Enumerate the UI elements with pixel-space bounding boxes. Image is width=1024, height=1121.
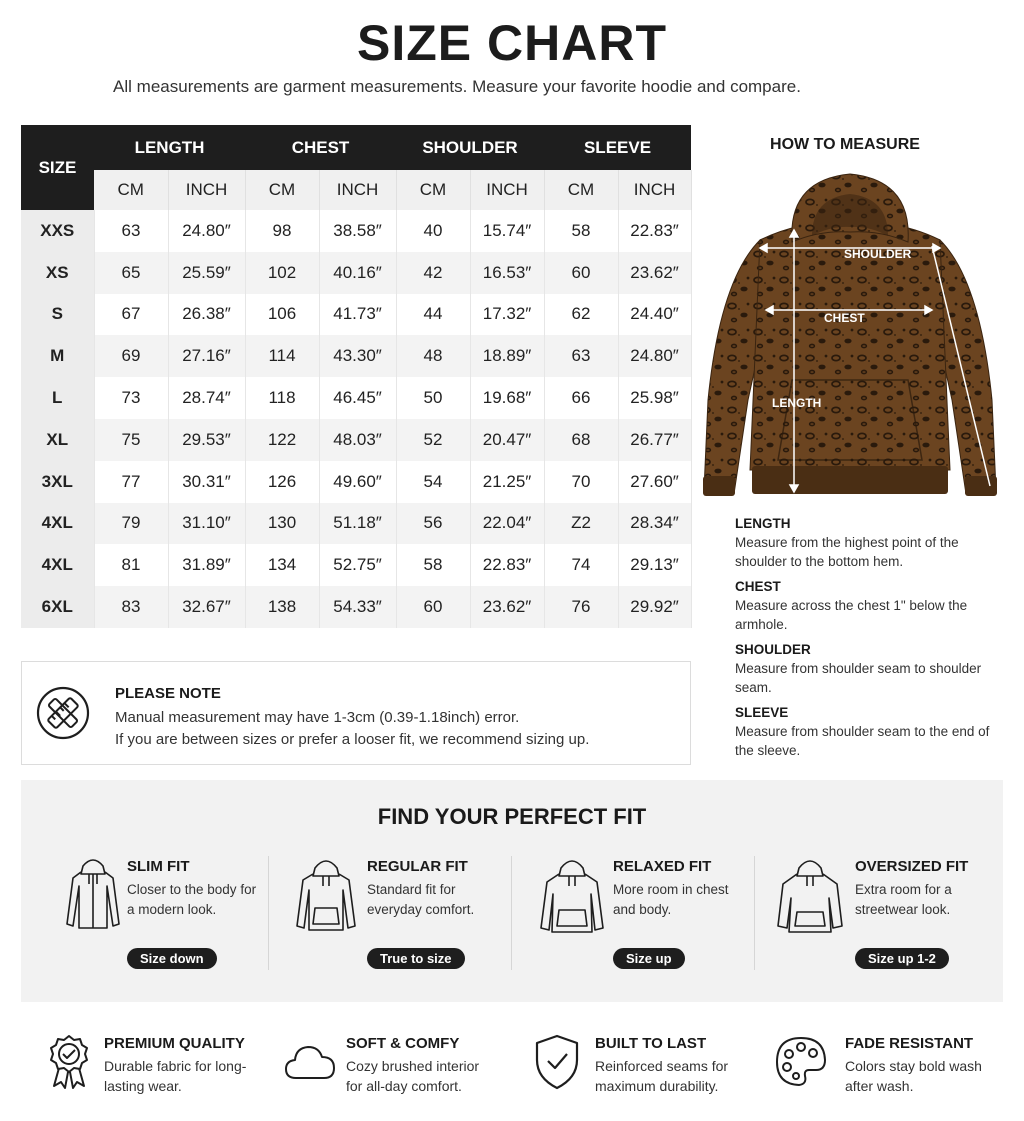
measure-instructions bbox=[735, 514, 995, 760]
table-cell: 74 bbox=[544, 544, 618, 586]
feature-premium-quality bbox=[46, 1034, 286, 1094]
fit-desc-relaxed: More room in chest and body. bbox=[613, 882, 729, 917]
table-cell: 18.89″ bbox=[470, 335, 544, 377]
table-cell: 24.80″ bbox=[618, 335, 691, 377]
table-cell: 102 bbox=[245, 252, 319, 294]
table-cell: 79 bbox=[94, 503, 168, 545]
hoodie-illustration bbox=[700, 170, 1000, 510]
size-cell: 3XL bbox=[21, 461, 94, 503]
table-cell: 41.73″ bbox=[319, 294, 396, 336]
table-cell: 22.04″ bbox=[470, 503, 544, 545]
palette-icon bbox=[774, 1034, 828, 1090]
table-cell: 63 bbox=[544, 335, 618, 377]
table-cell: 60 bbox=[396, 586, 470, 628]
table-cell: 54 bbox=[396, 461, 470, 503]
fit-name-slim: SLIM FIT bbox=[127, 858, 190, 875]
table-cell: 51.18″ bbox=[319, 503, 396, 545]
length-label: LENGTH bbox=[772, 396, 822, 410]
table-cell: 22.83″ bbox=[618, 210, 691, 252]
table-cell: 69 bbox=[94, 335, 168, 377]
award-badge-icon bbox=[46, 1034, 92, 1090]
table-row bbox=[21, 294, 691, 336]
table-cell: 17.32″ bbox=[470, 294, 544, 336]
table-cell: 76 bbox=[544, 586, 618, 628]
table-cell: 138 bbox=[245, 586, 319, 628]
shield-check-icon bbox=[533, 1034, 581, 1090]
unit-header: INCH bbox=[470, 170, 544, 210]
table-cell: 20.47″ bbox=[470, 419, 544, 461]
fit-desc-oversized: Extra room for a streetwear look. bbox=[855, 882, 952, 917]
unit-header: CM bbox=[396, 170, 470, 210]
feature-fade-resistant bbox=[774, 1034, 1014, 1094]
table-cell: 48 bbox=[396, 335, 470, 377]
fit-divider bbox=[754, 856, 755, 970]
unit-header: INCH bbox=[319, 170, 396, 210]
size-table bbox=[21, 125, 692, 628]
table-row bbox=[21, 377, 691, 419]
hoodie-measure-image bbox=[700, 170, 1000, 510]
table-cell: 30.31″ bbox=[168, 461, 245, 503]
size-table-body bbox=[21, 210, 691, 628]
sleeve-header: SLEEVE bbox=[544, 125, 691, 170]
sleeve-instruction-text: Measure from shoulder seam to the end of the sleeve. bbox=[735, 724, 990, 758]
table-cell: 126 bbox=[245, 461, 319, 503]
size-cell: 4XL bbox=[21, 544, 94, 586]
unit-header: CM bbox=[544, 170, 618, 210]
feature-desc-built: Reinforced seams for maximum durability. bbox=[595, 1058, 729, 1094]
table-cell: 26.77″ bbox=[618, 419, 691, 461]
oversized-hoodie-icon bbox=[777, 856, 843, 934]
fit-pill-size-down: Size down bbox=[127, 948, 217, 969]
table-cell: 50 bbox=[396, 377, 470, 419]
note-text-error: Manual measurement may have 1-3cm (0.39-1.18inch) error. bbox=[115, 709, 520, 726]
table-cell: 46.45″ bbox=[319, 377, 396, 419]
feature-desc-fade: Colors stay bold wash after wash. bbox=[845, 1058, 982, 1094]
fit-section-title: FIND YOUR PERFECT FIT bbox=[377, 804, 647, 829]
table-cell: 130 bbox=[245, 503, 319, 545]
page-subtitle: All measurements are garment measurements. Measure your favorite hoodie and compare. bbox=[113, 77, 801, 96]
table-cell: 77 bbox=[94, 461, 168, 503]
feature-title-fade: FADE RESISTANT bbox=[845, 1035, 974, 1052]
table-cell: 106 bbox=[245, 294, 319, 336]
unit-header: INCH bbox=[168, 170, 245, 210]
table-cell: 134 bbox=[245, 544, 319, 586]
table-cell: 65 bbox=[94, 252, 168, 294]
size-cell: XL bbox=[21, 419, 94, 461]
feature-title-premium: PREMIUM QUALITY bbox=[104, 1035, 245, 1052]
size-cell: L bbox=[21, 377, 94, 419]
size-cell: 4XL bbox=[21, 503, 94, 545]
table-cell: 63 bbox=[94, 210, 168, 252]
table-cell: 70 bbox=[544, 461, 618, 503]
table-cell: 28.74″ bbox=[168, 377, 245, 419]
unit-header-row bbox=[21, 170, 691, 210]
cloud-icon bbox=[284, 1034, 336, 1090]
shoulder-header: SHOULDER bbox=[396, 125, 544, 170]
table-row bbox=[21, 461, 691, 503]
fit-name-regular: REGULAR FIT bbox=[367, 858, 468, 875]
table-cell: 31.89″ bbox=[168, 544, 245, 586]
table-cell: 31.10″ bbox=[168, 503, 245, 545]
table-row bbox=[21, 544, 691, 586]
table-cell: 21.25″ bbox=[470, 461, 544, 503]
table-cell: 60 bbox=[544, 252, 618, 294]
page-title: SIZE CHART bbox=[357, 15, 667, 71]
table-cell: 16.53″ bbox=[470, 252, 544, 294]
fit-name-oversized: OVERSIZED FIT bbox=[855, 858, 969, 875]
table-cell: 29.53″ bbox=[168, 419, 245, 461]
fit-pill-size-up: Size up bbox=[613, 948, 685, 969]
table-cell: 49.60″ bbox=[319, 461, 396, 503]
table-cell: 42 bbox=[396, 252, 470, 294]
table-cell: 75 bbox=[94, 419, 168, 461]
fit-divider bbox=[511, 856, 512, 970]
table-cell: 81 bbox=[94, 544, 168, 586]
table-row bbox=[21, 503, 691, 545]
table-cell: 19.68″ bbox=[470, 377, 544, 419]
table-cell: 56 bbox=[396, 503, 470, 545]
table-cell: 26.38″ bbox=[168, 294, 245, 336]
table-row bbox=[21, 586, 691, 628]
shoulder-instruction-text: Measure from shoulder seam to shoulder seam. bbox=[735, 661, 982, 695]
table-cell: 25.59″ bbox=[168, 252, 245, 294]
table-cell: 52.75″ bbox=[319, 544, 396, 586]
fit-pill-size-up-1-2: Size up 1-2 bbox=[855, 948, 949, 969]
chest-header: CHEST bbox=[245, 125, 396, 170]
length-instruction-text: Measure from the highest point of the shoulder to the bottom hem. bbox=[735, 535, 959, 569]
how-to-measure-title: HOW TO MEASURE bbox=[770, 136, 920, 153]
size-cell: XXS bbox=[21, 210, 94, 252]
chest-instruction-text: Measure across the chest 1" below the armhole. bbox=[735, 598, 968, 632]
table-cell: 38.58″ bbox=[319, 210, 396, 252]
table-cell: 114 bbox=[245, 335, 319, 377]
table-cell: 40.16″ bbox=[319, 252, 396, 294]
table-cell: 27.60″ bbox=[618, 461, 691, 503]
table-cell: 58 bbox=[544, 210, 618, 252]
table-row bbox=[21, 210, 691, 252]
unit-header: INCH bbox=[618, 170, 691, 210]
table-cell: 22.83″ bbox=[470, 544, 544, 586]
table-cell: 122 bbox=[245, 419, 319, 461]
slim-hoodie-icon bbox=[65, 856, 121, 932]
chest-instruction-title: CHEST bbox=[735, 579, 781, 594]
table-cell: 27.16″ bbox=[168, 335, 245, 377]
table-cell: 68 bbox=[544, 419, 618, 461]
table-cell: 52 bbox=[396, 419, 470, 461]
size-column-header: SIZE bbox=[21, 125, 94, 210]
table-cell: 24.40″ bbox=[618, 294, 691, 336]
shoulder-label: SHOULDER bbox=[844, 247, 912, 261]
fit-name-relaxed: RELAXED FIT bbox=[613, 858, 712, 875]
table-cell: 23.62″ bbox=[618, 252, 691, 294]
table-cell: 25.98″ bbox=[618, 377, 691, 419]
table-cell: 43.30″ bbox=[319, 335, 396, 377]
size-cell: M bbox=[21, 335, 94, 377]
feature-desc-premium: Durable fabric for long-lasting wear. bbox=[104, 1058, 247, 1094]
note-box bbox=[21, 661, 691, 765]
fit-divider bbox=[268, 856, 269, 970]
fit-section bbox=[21, 780, 1003, 1002]
sleeve-instruction-title: SLEEVE bbox=[735, 705, 789, 720]
table-cell: 40 bbox=[396, 210, 470, 252]
feature-desc-soft: Cozy brushed interior for all-day comfort. bbox=[346, 1058, 480, 1094]
size-cell: 6XL bbox=[21, 586, 94, 628]
table-cell: 44 bbox=[396, 294, 470, 336]
table-cell: 29.92″ bbox=[618, 586, 691, 628]
size-cell: XS bbox=[21, 252, 94, 294]
table-cell: 67 bbox=[94, 294, 168, 336]
unit-header: CM bbox=[94, 170, 168, 210]
feature-title-soft: SOFT & COMFY bbox=[346, 1035, 460, 1052]
table-cell: 48.03″ bbox=[319, 419, 396, 461]
fit-pill-true-to-size: True to size bbox=[367, 948, 465, 969]
table-cell: 62 bbox=[544, 294, 618, 336]
size-cell: S bbox=[21, 294, 94, 336]
table-cell: 98 bbox=[245, 210, 319, 252]
feature-title-built: BUILT TO LAST bbox=[595, 1035, 707, 1052]
fit-desc-regular: Standard fit for everyday comfort. bbox=[367, 882, 475, 917]
table-row bbox=[21, 335, 691, 377]
table-cell: 28.34″ bbox=[618, 503, 691, 545]
feature-soft-comfy bbox=[284, 1034, 524, 1094]
unit-header: CM bbox=[245, 170, 319, 210]
table-cell: 73 bbox=[94, 377, 168, 419]
tape-measure-icon bbox=[35, 685, 91, 741]
table-cell: 54.33″ bbox=[319, 586, 396, 628]
length-instruction-title: LENGTH bbox=[735, 516, 791, 531]
fit-desc-slim: Closer to the body for a modern look. bbox=[127, 882, 257, 917]
table-cell: 24.80″ bbox=[168, 210, 245, 252]
table-cell: 83 bbox=[94, 586, 168, 628]
table-cell: 66 bbox=[544, 377, 618, 419]
table-row bbox=[21, 252, 691, 294]
note-title: PLEASE NOTE bbox=[115, 685, 221, 702]
chest-label: CHEST bbox=[824, 311, 865, 325]
shoulder-instruction-title: SHOULDER bbox=[735, 642, 811, 657]
table-cell: Z2 bbox=[544, 503, 618, 545]
length-header: LENGTH bbox=[94, 125, 245, 170]
table-cell: 58 bbox=[396, 544, 470, 586]
regular-hoodie-icon bbox=[295, 856, 357, 932]
table-cell: 118 bbox=[245, 377, 319, 419]
table-row bbox=[21, 419, 691, 461]
note-text-advice: If you are between sizes or prefer a looser fit, we recommend sizing up. bbox=[115, 731, 590, 748]
table-cell: 29.13″ bbox=[618, 544, 691, 586]
table-cell: 32.67″ bbox=[168, 586, 245, 628]
table-cell: 15.74″ bbox=[470, 210, 544, 252]
feature-built-to-last bbox=[533, 1034, 773, 1094]
table-cell: 23.62″ bbox=[470, 586, 544, 628]
relaxed-hoodie-icon bbox=[539, 856, 605, 934]
